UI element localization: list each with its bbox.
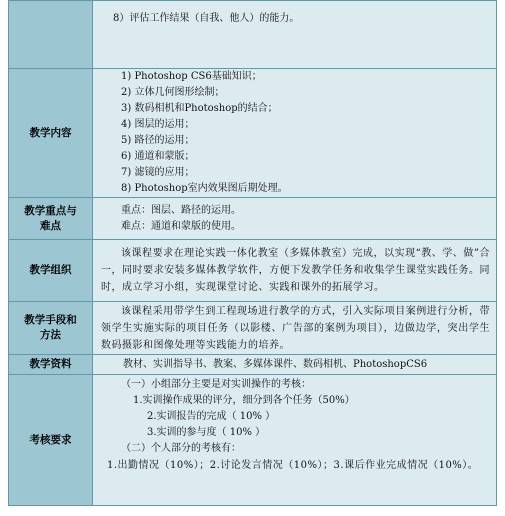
key-point-line: 重点：图层、路径的运用。 (121, 204, 241, 216)
table-row (9, 198, 497, 240)
label-line: 教学重点与 (24, 204, 77, 217)
table-row (9, 240, 497, 302)
materials-text: 教材、实训指导书、教案、多媒体课件、数码相机、PhotoshopCS6 (123, 358, 428, 370)
row-label-empty (9, 1, 93, 69)
row-content-teaching-content (93, 69, 497, 198)
table-row (9, 69, 497, 198)
assessment-item: 1.实训操作成果的评分，细分到各个任务（50%） (133, 395, 355, 406)
difficulty-line: 难点：通道和蒙版的使用。 (121, 220, 241, 232)
row-label-organization: 教学组织 (9, 240, 93, 302)
label-line: 难点 (40, 219, 61, 232)
label-line: 教学手段和 (24, 314, 77, 326)
row-content-assessment (93, 375, 497, 506)
course-syllabus-table (8, 0, 497, 506)
organization-text: 该课程要求在理论实践一体化教室（多媒体教室）完成，以实现“教、学、做”合一，同时要求安装多媒体教学软件，方便下发教学任务和收集学生课堂实践任务。同时，成立学习小组，实现课堂讨论、实践和课外的拓展学习。 (101, 248, 490, 293)
content-item: 6) 通道和蒙版； (121, 151, 195, 162)
table-row (9, 302, 497, 355)
ability-item-8: 8）评估工作结果（自我、他人）的能力。 (113, 13, 300, 24)
table-row (9, 1, 497, 69)
row-content-organization (93, 240, 497, 302)
assessment-group-heading: （二）个人部分的考核有： (121, 443, 241, 454)
row-content-key-points (93, 198, 497, 240)
label-line: 方法 (40, 329, 61, 341)
row-label-teaching-content: 教学内容 (9, 69, 93, 198)
row-content-methods (93, 302, 497, 355)
content-item: 1) Photoshop CS6基础知识； (121, 71, 262, 82)
row-content-top (93, 1, 497, 69)
methods-text: 该课程采用带学生到工程现场进行教学的方式，引入实际项目案例进行分析，带领学生实施实际的项目任务（以影楼、广告部的案例为项目），边做边学，突出学生数码摄影和图像处理等实践能力的培养。 (101, 305, 490, 351)
assessment-individual-text: 1.出勤情况（10%）；2.讨论发言情况（10%）；3.课后作业完成情况（10%）。 (107, 460, 479, 471)
assessment-item: 2.实训报告的完成（ 10% ） (147, 411, 276, 422)
content-item: 8) Photoshop室内效果图后期处理。 (121, 183, 288, 194)
row-content-materials (93, 355, 497, 375)
content-item: 2) 立体几何图形绘制； (121, 87, 225, 98)
table-row (9, 355, 497, 375)
table-row (9, 375, 497, 506)
content-item: 7) 滤镜的应用； (121, 167, 195, 178)
row-label-key-points (9, 198, 93, 240)
content-item: 5) 路径的运用； (121, 135, 195, 146)
row-label-methods (9, 302, 93, 355)
assessment-group-heading: （一）小组部分主要是对实训操作的考核： (121, 379, 311, 390)
assessment-item: 3.实训的参与度（ 10% ） (147, 427, 266, 438)
content-item: 4) 图层的运用； (121, 119, 195, 130)
row-label-materials: 教学资料 (9, 355, 93, 375)
content-item: 3) 数码相机和Photoshop的结合； (121, 103, 278, 114)
row-label-assessment: 考核要求 (9, 375, 93, 506)
